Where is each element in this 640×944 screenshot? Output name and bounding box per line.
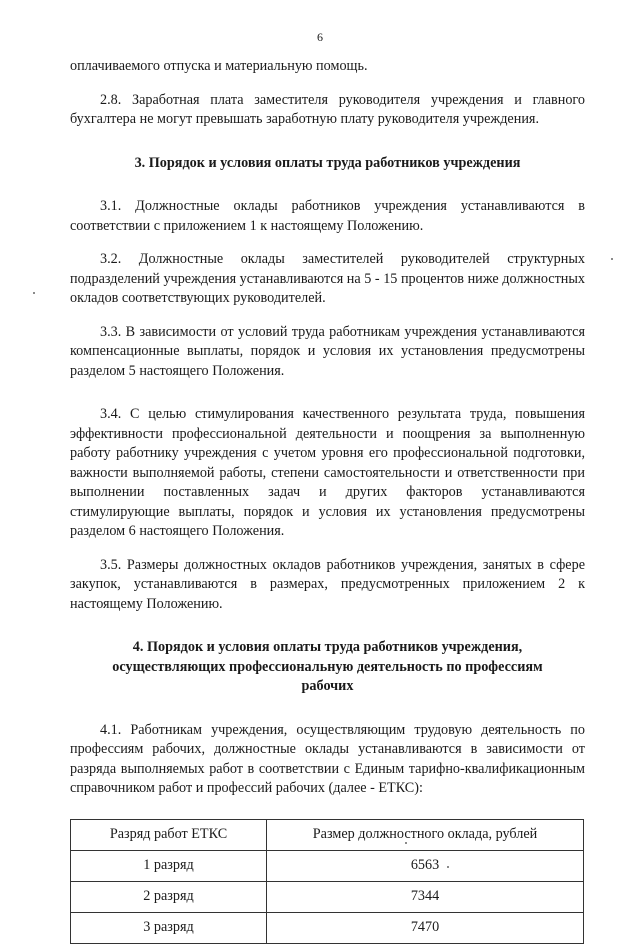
table-header-row	[71, 819, 584, 850]
section-3-title: 3. Порядок и условия оплаты труда работников учреждения	[134, 154, 521, 171]
paragraph-2-8: 2.8. Заработная плата заместителя руководителя учреждения и главного бухгалтера не могут превышать заработную плату руководителя учреждения.	[70, 91, 585, 127]
paragraph-3-4: 3.4. С целью стимулирования качественного результата труда, повышения эффективности профессиональной деятельности и поощрения за выполненную работу работнику учреждения с учетом уровня его профессиональной подготовки, важности выполняемой работы, степени самостоятельности и ответственности при выполнении поставленных задач и других факторов устанавливаются стимулирующие выплаты, порядок и условия их установления предусмотрены разделом 6 настоящего Положения.	[70, 406, 585, 539]
paragraph-4-1: 4.1. Работникам учреждения, осуществляющим трудовую деятельность по профессиям рабочих, должностные оклады устанавливаются в зависимости от разряда выполняемых работ в соответствии с Единым тарифно-квалификационным справочником работ и профессий рабочих (далее - ЕТКС):	[70, 721, 585, 796]
scan-speck	[611, 258, 613, 260]
paragraph-3-1: 3.1. Должностные оклады работников учреждения устанавливаются в соответствии с приложением 1 к настоящему Положению.	[70, 198, 585, 234]
paragraph-3-2: 3.2. Должностные оклады заместителей руководителей структурных подразделений учреждения устанавливаются на 5 - 15 процентов ниже должностных окладов соответствующих руководителей.	[70, 251, 585, 306]
document-body	[70, 57, 585, 944]
table-cell-salary: 6563	[267, 850, 584, 881]
table-cell-salary: 7470	[267, 912, 584, 943]
page-number: 6	[317, 30, 323, 44]
table-cell-grade: 1 разряд	[71, 850, 267, 881]
table-row	[71, 912, 584, 943]
section-4-title-line-3: рабочих	[301, 678, 354, 694]
paragraph-continuation: оплачиваемого отпуска и материальную помощь.	[70, 58, 368, 74]
scan-speck	[33, 292, 35, 294]
section-4-title-line-1: 4. Порядок и условия оплаты труда работников учреждения,	[132, 639, 523, 655]
scan-speck	[447, 866, 449, 868]
table-header-grade: Разряд работ ЕТКС	[71, 819, 267, 850]
table-cell-grade: 2 разряд	[71, 881, 267, 912]
scan-speck	[405, 842, 407, 844]
section-4-title	[70, 638, 585, 697]
table-header-salary: Размер должностного оклада, рублей	[267, 819, 584, 850]
paragraph-3-5: 3.5. Размеры должностных окладов работников учреждения, занятых в сфере закупок, устанавливаются в размерах, предусмотренных приложением 2 к настоящему Положению.	[70, 556, 585, 612]
table-row	[71, 881, 584, 912]
salary-table	[70, 819, 584, 944]
paragraph-3-3: 3.3. В зависимости от условий труда работникам учреждения устанавливаются компенсационные выплаты, порядок и условия их установления предусмотрены разделом 5 настоящего Положения.	[70, 323, 585, 379]
table-cell-salary: 7344	[267, 881, 584, 912]
section-4-title-line-2: осуществляющих профессиональную деятельность по профессиям	[112, 658, 543, 675]
table-row	[71, 850, 584, 881]
table-cell-grade: 3 разряд	[71, 912, 267, 943]
